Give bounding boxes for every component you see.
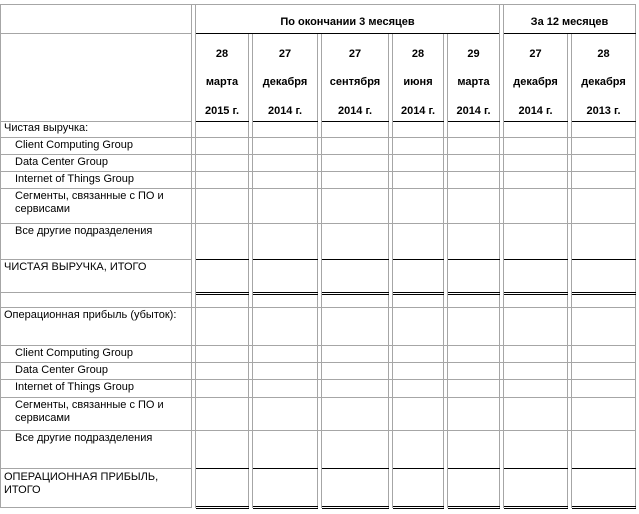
row-label-iot: Internet of Things Group xyxy=(15,381,135,393)
row-sep xyxy=(0,188,636,189)
row-label-all-other: Все другие подразделения xyxy=(15,225,153,237)
column-year: 2015 г. xyxy=(204,105,240,117)
row-label-client-computing: Client Computing Group xyxy=(15,347,134,359)
total-rule xyxy=(393,294,444,295)
total-rule xyxy=(196,508,249,509)
total-rule xyxy=(196,506,249,507)
row-sep xyxy=(0,292,192,293)
row-sep xyxy=(0,223,636,224)
row-sep xyxy=(0,507,192,508)
col-sep xyxy=(499,4,500,508)
header-underline xyxy=(322,121,389,122)
column-year: 2014 г. xyxy=(456,105,491,117)
total-rule xyxy=(572,468,636,469)
total-rule xyxy=(448,259,500,260)
column-day: 28 xyxy=(597,48,610,60)
column-day: 27 xyxy=(348,48,362,60)
total-rule xyxy=(253,506,318,507)
row-sep xyxy=(0,259,192,260)
total-rule xyxy=(448,294,500,295)
total-rule xyxy=(504,508,568,509)
total-rule xyxy=(253,259,318,260)
column-month: июня xyxy=(403,76,433,88)
total-rule xyxy=(253,508,318,509)
row-label-software-line2: сервисами xyxy=(15,203,71,215)
col-sep xyxy=(191,4,192,508)
row-label-net-revenue-total: ЧИСТАЯ ВЫРУЧКА, ИТОГО xyxy=(4,261,147,273)
header-underline xyxy=(448,121,500,122)
column-year: 2013 г. xyxy=(586,105,621,117)
row-sep xyxy=(0,345,636,346)
table-left-border xyxy=(0,121,1,508)
row-label-data-center: Data Center Group xyxy=(15,156,108,168)
column-month: декабря xyxy=(513,76,558,88)
group-header-3-months: По окончании 3 месяцев xyxy=(280,16,415,28)
column-month: сентября xyxy=(329,76,381,88)
total-rule xyxy=(253,292,318,293)
total-rule xyxy=(448,506,500,507)
total-rule xyxy=(572,508,636,509)
total-rule xyxy=(504,468,568,469)
row-label-data-center: Data Center Group xyxy=(15,364,108,376)
group-header-12-months: За 12 месяцев xyxy=(530,16,609,28)
column-year: 2014 г. xyxy=(518,105,553,117)
column-header xyxy=(572,34,635,120)
col-sep xyxy=(317,34,318,508)
total-rule xyxy=(393,292,444,293)
total-rule xyxy=(322,292,389,293)
total-rule xyxy=(393,468,444,469)
total-rule xyxy=(393,506,444,507)
total-rule xyxy=(572,259,636,260)
col-sep xyxy=(443,34,444,508)
col-sep xyxy=(388,34,389,508)
header-underline xyxy=(504,121,568,122)
column-month: марта xyxy=(205,76,239,88)
column-day: 27 xyxy=(529,48,542,60)
column-header xyxy=(322,34,388,120)
row-label-iot: Internet of Things Group xyxy=(15,173,135,185)
total-rule xyxy=(448,508,500,509)
total-rule xyxy=(253,294,318,295)
row-sep xyxy=(0,468,192,469)
header-underline xyxy=(196,121,249,122)
row-sep xyxy=(0,362,636,363)
total-rule xyxy=(572,506,636,507)
header-underline xyxy=(253,121,318,122)
row-label-software-line1: Сегменты, связанные с ПО и xyxy=(15,399,164,411)
total-rule xyxy=(504,259,568,260)
row-label-operating-income: Операционная прибыль (убыток): xyxy=(4,309,177,321)
col-sep xyxy=(567,34,568,508)
total-rule xyxy=(448,468,500,469)
row-label-operating-total-line1: ОПЕРАЦИОННАЯ ПРИБЫЛЬ, xyxy=(4,471,159,483)
total-rule xyxy=(393,259,444,260)
column-month: марта xyxy=(457,76,490,88)
row-sep xyxy=(0,430,636,431)
total-rule xyxy=(572,294,636,295)
row-sep xyxy=(0,33,192,34)
column-day: 28 xyxy=(411,48,425,60)
total-rule xyxy=(393,508,444,509)
column-day: 29 xyxy=(467,48,480,60)
header-underline xyxy=(393,121,444,122)
total-rule xyxy=(322,259,389,260)
row-label-operating-total-line2: ИТОГО xyxy=(4,484,41,496)
column-year: 2014 г. xyxy=(267,105,303,117)
column-header xyxy=(393,34,443,120)
column-header xyxy=(504,34,567,120)
total-rule xyxy=(504,294,568,295)
total-rule xyxy=(322,468,389,469)
total-rule xyxy=(322,506,389,507)
table-right-border xyxy=(635,4,636,508)
row-sep xyxy=(0,397,636,398)
total-rule xyxy=(504,292,568,293)
column-header xyxy=(196,34,248,120)
column-day: 27 xyxy=(278,48,292,60)
col-sep xyxy=(248,34,249,508)
column-month: декабря xyxy=(581,76,626,88)
table-top-border xyxy=(0,4,636,5)
total-rule xyxy=(504,506,568,507)
row-sep xyxy=(0,307,636,308)
row-sep xyxy=(0,154,636,155)
total-rule xyxy=(253,468,318,469)
row-label-software-line2: сервисами xyxy=(15,412,71,424)
total-rule xyxy=(196,468,249,469)
table-left-border xyxy=(0,4,1,122)
total-rule xyxy=(196,259,249,260)
row-sep xyxy=(0,137,636,138)
total-rule xyxy=(196,294,249,295)
column-year: 2014 г. xyxy=(337,105,373,117)
total-rule xyxy=(448,292,500,293)
row-label-all-other: Все другие подразделения xyxy=(15,432,153,444)
row-label-net-revenue: Чистая выручка: xyxy=(4,122,89,134)
column-header xyxy=(448,34,499,120)
row-sep xyxy=(0,379,636,380)
column-day: 28 xyxy=(215,48,229,60)
row-label-software-line1: Сегменты, связанные с ПО и xyxy=(15,190,164,202)
row-label-client-computing: Client Computing Group xyxy=(15,139,134,151)
total-rule xyxy=(572,292,636,293)
header-underline xyxy=(572,121,636,122)
total-rule xyxy=(196,292,249,293)
column-header xyxy=(253,34,317,120)
column-year: 2014 г. xyxy=(400,105,436,117)
total-rule xyxy=(322,508,389,509)
row-sep xyxy=(0,171,636,172)
total-rule xyxy=(322,294,389,295)
column-month: декабря xyxy=(262,76,308,88)
